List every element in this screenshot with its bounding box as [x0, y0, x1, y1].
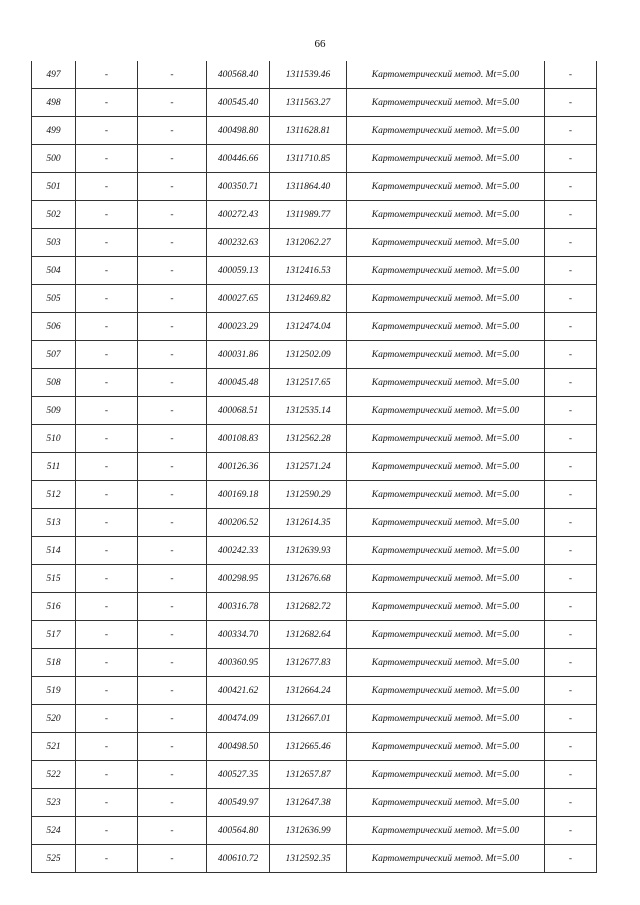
x-coordinate-cell: 400316.78: [207, 593, 270, 621]
column-2-cell: -: [76, 845, 138, 873]
point-number-cell: 515: [32, 565, 76, 593]
column-3-cell: -: [138, 817, 207, 845]
point-number-cell: 518: [32, 649, 76, 677]
column-7-cell: -: [545, 117, 597, 145]
x-coordinate-cell: 400242.33: [207, 537, 270, 565]
table-row: [32, 173, 597, 201]
column-7-cell: -: [545, 481, 597, 509]
x-coordinate-cell: 400298.95: [207, 565, 270, 593]
y-coordinate-cell: 1312677.83: [270, 649, 347, 677]
table-row: [32, 229, 597, 257]
method-cell: Картометрический метод. Mt=5.00: [347, 397, 545, 425]
method-cell: Картометрический метод. Mt=5.00: [347, 621, 545, 649]
y-coordinate-cell: 1312682.72: [270, 593, 347, 621]
table-row: [32, 677, 597, 705]
column-7-cell: -: [545, 817, 597, 845]
column-3-cell: -: [138, 537, 207, 565]
column-2-cell: -: [76, 313, 138, 341]
table-row: [32, 397, 597, 425]
column-7-cell: -: [545, 453, 597, 481]
point-number-cell: 514: [32, 537, 76, 565]
table-row: [32, 789, 597, 817]
column-7-cell: -: [545, 369, 597, 397]
method-cell: Картометрический метод. Mt=5.00: [347, 593, 545, 621]
x-coordinate-cell: 400126.36: [207, 453, 270, 481]
page-number: 66: [314, 38, 326, 50]
column-7-cell: -: [545, 621, 597, 649]
table-row: [32, 89, 597, 117]
table-row: [32, 341, 597, 369]
column-7-cell: -: [545, 537, 597, 565]
column-2-cell: -: [76, 621, 138, 649]
point-number-cell: 509: [32, 397, 76, 425]
x-coordinate-cell: 400068.51: [207, 397, 270, 425]
column-7-cell: -: [545, 89, 597, 117]
y-coordinate-cell: 1312665.46: [270, 733, 347, 761]
y-coordinate-cell: 1312571.24: [270, 453, 347, 481]
point-number-cell: 497: [32, 61, 76, 89]
table-row: [32, 509, 597, 537]
x-coordinate-cell: 400206.52: [207, 509, 270, 537]
column-3-cell: -: [138, 313, 207, 341]
point-number-cell: 520: [32, 705, 76, 733]
y-coordinate-cell: 1312682.64: [270, 621, 347, 649]
table-row: [32, 537, 597, 565]
column-3-cell: -: [138, 761, 207, 789]
column-7-cell: -: [545, 565, 597, 593]
method-cell: Картометрический метод. Mt=5.00: [347, 257, 545, 285]
method-cell: Картометрический метод. Mt=5.00: [347, 817, 545, 845]
x-coordinate-cell: 400045.48: [207, 369, 270, 397]
column-7-cell: -: [545, 593, 597, 621]
column-3-cell: -: [138, 481, 207, 509]
column-2-cell: -: [76, 173, 138, 201]
column-7-cell: -: [545, 229, 597, 257]
method-cell: Картометрический метод. Mt=5.00: [347, 341, 545, 369]
method-cell: Картометрический метод. Mt=5.00: [347, 845, 545, 873]
table-row: [32, 649, 597, 677]
column-7-cell: -: [545, 61, 597, 89]
column-7-cell: -: [545, 425, 597, 453]
column-2-cell: -: [76, 145, 138, 173]
column-2-cell: -: [76, 509, 138, 537]
x-coordinate-cell: 400446.66: [207, 145, 270, 173]
column-7-cell: -: [545, 705, 597, 733]
table-row: [32, 201, 597, 229]
table-row: [32, 61, 597, 89]
point-number-cell: 524: [32, 817, 76, 845]
column-7-cell: -: [545, 341, 597, 369]
method-cell: Картометрический метод. Mt=5.00: [347, 313, 545, 341]
y-coordinate-cell: 1311989.77: [270, 201, 347, 229]
column-2-cell: -: [76, 89, 138, 117]
column-2-cell: -: [76, 565, 138, 593]
x-coordinate-cell: 400169.18: [207, 481, 270, 509]
column-2-cell: -: [76, 369, 138, 397]
column-3-cell: -: [138, 453, 207, 481]
column-3-cell: -: [138, 789, 207, 817]
table-row: [32, 313, 597, 341]
y-coordinate-cell: 1312664.24: [270, 677, 347, 705]
x-coordinate-cell: 400549.97: [207, 789, 270, 817]
column-7-cell: -: [545, 257, 597, 285]
column-2-cell: -: [76, 481, 138, 509]
column-2-cell: -: [76, 61, 138, 89]
point-number-cell: 502: [32, 201, 76, 229]
method-cell: Картометрический метод. Mt=5.00: [347, 649, 545, 677]
column-7-cell: -: [545, 733, 597, 761]
point-number-cell: 523: [32, 789, 76, 817]
y-coordinate-cell: 1312657.87: [270, 761, 347, 789]
method-cell: Картометрический метод. Mt=5.00: [347, 425, 545, 453]
column-3-cell: -: [138, 117, 207, 145]
x-coordinate-cell: 400232.63: [207, 229, 270, 257]
y-coordinate-cell: 1312667.01: [270, 705, 347, 733]
table-row: [32, 369, 597, 397]
table-row: [32, 481, 597, 509]
column-7-cell: -: [545, 789, 597, 817]
column-3-cell: -: [138, 285, 207, 313]
column-7-cell: -: [545, 285, 597, 313]
column-2-cell: -: [76, 453, 138, 481]
y-coordinate-cell: 1312502.09: [270, 341, 347, 369]
point-number-cell: 501: [32, 173, 76, 201]
column-2-cell: -: [76, 789, 138, 817]
table-row: [32, 733, 597, 761]
x-coordinate-cell: 400545.40: [207, 89, 270, 117]
column-3-cell: -: [138, 593, 207, 621]
y-coordinate-cell: 1312676.68: [270, 565, 347, 593]
column-3-cell: -: [138, 649, 207, 677]
column-2-cell: -: [76, 425, 138, 453]
point-number-cell: 519: [32, 677, 76, 705]
method-cell: Картометрический метод. Mt=5.00: [347, 509, 545, 537]
table-row: [32, 453, 597, 481]
method-cell: Картометрический метод. Mt=5.00: [347, 201, 545, 229]
coordinates-table-body: [32, 61, 597, 873]
x-coordinate-cell: 400031.86: [207, 341, 270, 369]
column-3-cell: -: [138, 61, 207, 89]
column-2-cell: -: [76, 817, 138, 845]
method-cell: Картометрический метод. Mt=5.00: [347, 61, 545, 89]
column-3-cell: -: [138, 201, 207, 229]
point-number-cell: 505: [32, 285, 76, 313]
column-2-cell: -: [76, 537, 138, 565]
y-coordinate-cell: 1312535.14: [270, 397, 347, 425]
table-row: [32, 117, 597, 145]
y-coordinate-cell: 1312639.93: [270, 537, 347, 565]
method-cell: Картометрический метод. Mt=5.00: [347, 285, 545, 313]
column-3-cell: -: [138, 257, 207, 285]
y-coordinate-cell: 1312416.53: [270, 257, 347, 285]
column-7-cell: -: [545, 173, 597, 201]
column-3-cell: -: [138, 341, 207, 369]
column-2-cell: -: [76, 677, 138, 705]
x-coordinate-cell: 400360.95: [207, 649, 270, 677]
point-number-cell: 506: [32, 313, 76, 341]
method-cell: Картометрический метод. Mt=5.00: [347, 565, 545, 593]
y-coordinate-cell: 1311539.46: [270, 61, 347, 89]
column-3-cell: -: [138, 397, 207, 425]
column-3-cell: -: [138, 425, 207, 453]
point-number-cell: 498: [32, 89, 76, 117]
x-coordinate-cell: 400498.50: [207, 733, 270, 761]
x-coordinate-cell: 400527.35: [207, 761, 270, 789]
x-coordinate-cell: 400059.13: [207, 257, 270, 285]
column-2-cell: -: [76, 761, 138, 789]
point-number-cell: 499: [32, 117, 76, 145]
point-number-cell: 508: [32, 369, 76, 397]
table-row: [32, 593, 597, 621]
method-cell: Картометрический метод. Mt=5.00: [347, 789, 545, 817]
y-coordinate-cell: 1311710.85: [270, 145, 347, 173]
column-2-cell: -: [76, 649, 138, 677]
column-2-cell: -: [76, 397, 138, 425]
method-cell: Картометрический метод. Mt=5.00: [347, 369, 545, 397]
x-coordinate-cell: 400272.43: [207, 201, 270, 229]
column-7-cell: -: [545, 509, 597, 537]
x-coordinate-cell: 400564.80: [207, 817, 270, 845]
x-coordinate-cell: 400498.80: [207, 117, 270, 145]
column-2-cell: -: [76, 117, 138, 145]
y-coordinate-cell: 1312469.82: [270, 285, 347, 313]
point-number-cell: 510: [32, 425, 76, 453]
point-number-cell: 511: [32, 453, 76, 481]
y-coordinate-cell: 1312474.04: [270, 313, 347, 341]
y-coordinate-cell: 1312562.28: [270, 425, 347, 453]
x-coordinate-cell: 400568.40: [207, 61, 270, 89]
table-row: [32, 845, 597, 873]
x-coordinate-cell: 400474.09: [207, 705, 270, 733]
column-7-cell: -: [545, 313, 597, 341]
point-number-cell: 522: [32, 761, 76, 789]
column-3-cell: -: [138, 229, 207, 257]
column-7-cell: -: [545, 761, 597, 789]
column-3-cell: -: [138, 733, 207, 761]
x-coordinate-cell: 400023.29: [207, 313, 270, 341]
table-row: [32, 817, 597, 845]
point-number-cell: 517: [32, 621, 76, 649]
method-cell: Картометрический метод. Mt=5.00: [347, 173, 545, 201]
column-7-cell: -: [545, 649, 597, 677]
coordinates-table-wrapper: [31, 61, 596, 873]
column-2-cell: -: [76, 257, 138, 285]
table-row: [32, 145, 597, 173]
column-2-cell: -: [76, 285, 138, 313]
method-cell: Картометрический метод. Mt=5.00: [347, 453, 545, 481]
column-7-cell: -: [545, 201, 597, 229]
column-3-cell: -: [138, 845, 207, 873]
column-7-cell: -: [545, 397, 597, 425]
point-number-cell: 521: [32, 733, 76, 761]
column-3-cell: -: [138, 565, 207, 593]
method-cell: Картометрический метод. Mt=5.00: [347, 145, 545, 173]
point-number-cell: 507: [32, 341, 76, 369]
column-2-cell: -: [76, 229, 138, 257]
column-7-cell: -: [545, 677, 597, 705]
x-coordinate-cell: 400108.83: [207, 425, 270, 453]
table-row: [32, 621, 597, 649]
method-cell: Картометрический метод. Mt=5.00: [347, 89, 545, 117]
method-cell: Картометрический метод. Mt=5.00: [347, 705, 545, 733]
column-3-cell: -: [138, 145, 207, 173]
column-3-cell: -: [138, 369, 207, 397]
method-cell: Картометрический метод. Mt=5.00: [347, 761, 545, 789]
table-row: [32, 285, 597, 313]
point-number-cell: 504: [32, 257, 76, 285]
column-2-cell: -: [76, 341, 138, 369]
column-3-cell: -: [138, 677, 207, 705]
table-row: [32, 425, 597, 453]
method-cell: Картометрический метод. Mt=5.00: [347, 481, 545, 509]
y-coordinate-cell: 1312647.38: [270, 789, 347, 817]
table-row: [32, 705, 597, 733]
y-coordinate-cell: 1312636.99: [270, 817, 347, 845]
column-2-cell: -: [76, 201, 138, 229]
y-coordinate-cell: 1312590.29: [270, 481, 347, 509]
point-number-cell: 513: [32, 509, 76, 537]
point-number-cell: 500: [32, 145, 76, 173]
column-2-cell: -: [76, 705, 138, 733]
column-2-cell: -: [76, 593, 138, 621]
x-coordinate-cell: 400350.71: [207, 173, 270, 201]
method-cell: Картометрический метод. Mt=5.00: [347, 117, 545, 145]
x-coordinate-cell: 400334.70: [207, 621, 270, 649]
y-coordinate-cell: 1311864.40: [270, 173, 347, 201]
point-number-cell: 516: [32, 593, 76, 621]
point-number-cell: 503: [32, 229, 76, 257]
y-coordinate-cell: 1312062.27: [270, 229, 347, 257]
column-3-cell: -: [138, 705, 207, 733]
coordinates-table: [31, 61, 597, 873]
x-coordinate-cell: 400610.72: [207, 845, 270, 873]
column-3-cell: -: [138, 89, 207, 117]
y-coordinate-cell: 1311563.27: [270, 89, 347, 117]
table-row: [32, 761, 597, 789]
column-3-cell: -: [138, 173, 207, 201]
x-coordinate-cell: 400027.65: [207, 285, 270, 313]
x-coordinate-cell: 400421.62: [207, 677, 270, 705]
y-coordinate-cell: 1311628.81: [270, 117, 347, 145]
method-cell: Картометрический метод. Mt=5.00: [347, 677, 545, 705]
point-number-cell: 525: [32, 845, 76, 873]
table-row: [32, 565, 597, 593]
method-cell: Картометрический метод. Mt=5.00: [347, 733, 545, 761]
column-7-cell: -: [545, 845, 597, 873]
column-7-cell: -: [545, 145, 597, 173]
column-3-cell: -: [138, 621, 207, 649]
column-2-cell: -: [76, 733, 138, 761]
y-coordinate-cell: 1312614.35: [270, 509, 347, 537]
table-row: [32, 257, 597, 285]
y-coordinate-cell: 1312517.65: [270, 369, 347, 397]
method-cell: Картометрический метод. Mt=5.00: [347, 537, 545, 565]
point-number-cell: 512: [32, 481, 76, 509]
y-coordinate-cell: 1312592.35: [270, 845, 347, 873]
column-3-cell: -: [138, 509, 207, 537]
method-cell: Картометрический метод. Mt=5.00: [347, 229, 545, 257]
